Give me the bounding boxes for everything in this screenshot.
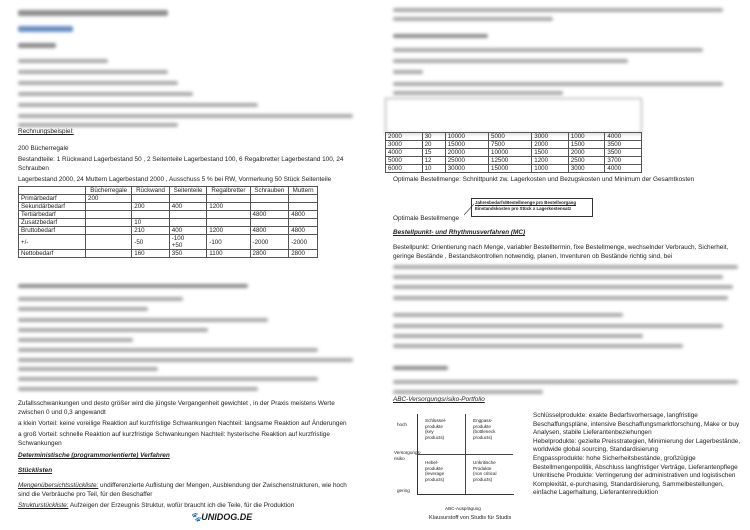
table-cell: 3000 <box>386 141 423 149</box>
table-cell <box>250 195 289 203</box>
beispiel-title: Rechnungsbeispiel: <box>18 128 74 135</box>
table-cell: 1500 <box>568 141 605 149</box>
table-cell: 2000 <box>532 141 569 149</box>
table-cell: 4800 <box>250 227 289 235</box>
bestell-text: Bestellpunkt: Orientierung nach Menge, variabler Bestelltermin, fixe Bestellmenge, wechselnder Verbrauch, Sicherheit, geringe Bestände , Bestandskontrollen notwendig, planen, Inventuren ob Bestände richtig sind, bei <box>393 244 729 260</box>
table-cell: Sekundärbedarf <box>19 203 86 211</box>
para-regale: 200 Bücherregale <box>18 145 69 152</box>
watermark-logo <box>190 512 252 523</box>
table-cell: 400 <box>169 227 207 235</box>
table-cell: 4000 <box>605 165 642 173</box>
table-row <box>386 141 642 149</box>
bedarf-table <box>18 186 318 258</box>
table-cell <box>207 211 250 219</box>
table-cell <box>86 227 132 235</box>
table-cell: 2800 <box>289 250 318 258</box>
table-cell: 3500 <box>605 141 642 149</box>
matrix-gering: gering <box>397 488 410 493</box>
table-cell <box>207 219 250 227</box>
para-a-gross: a groß Vorteil: schnelle Reaktion auf kurzfristige Schwankungen Nachteil: hysterische Reaktion auf kurzfristige Schwankungen <box>18 431 330 447</box>
table-cell: 1200 <box>532 157 569 165</box>
para-struktur <box>18 502 294 511</box>
para-bestandteile: Bestandteile: 1 Rückwand Lagerbestand 50 , 2 Seitenteile Lagerbestand 100, 6 Regalbretter Lagerbestand 100, 24 Schrauben <box>18 156 344 172</box>
table-cell: 160 <box>132 250 170 258</box>
table-cell: 15 <box>422 149 445 157</box>
table-cell <box>289 195 318 203</box>
table-cell: Tertiärbedarf <box>19 211 86 219</box>
quadrant-bottleneck-products: Engpass- produkte (bottleneck products) <box>473 418 496 440</box>
table-cell: 1000 <box>568 133 605 141</box>
table-row <box>386 133 642 141</box>
para-zufall: Zufallsschwankungen und desto größer wird die jüngste Vergangenheit gewichtet , in der Praxis meistens Werte zwischen 0 und 0,3 angewandt <box>18 400 335 416</box>
bestell-title: Bestellpunkt- und Rhythmusverfahren (MC) <box>393 229 526 236</box>
struktur-label: Strukturstückliste: <box>18 502 69 509</box>
desc-schluessel: Schlüsselprodukte: exakte Bedarfsvorhersage, langfristige Beschaffungspläne, intensive Beschaffungsmarktforschung, Make or buy Analysen, stabile Lieferantenbeziehungen <box>533 412 740 437</box>
table-cell <box>86 211 132 219</box>
table-cell <box>289 203 318 211</box>
table-cell: 4800 <box>250 211 289 219</box>
table-cell <box>86 235 132 250</box>
table-cell: 2000 <box>568 149 605 157</box>
table-cell: 7500 <box>489 141 532 149</box>
abc-description <box>533 412 741 498</box>
table-cell: 2000 <box>386 133 423 141</box>
table-cell <box>207 195 250 203</box>
table-cell: 5000 <box>489 133 532 141</box>
matrix-x-label: ABC-Ausprägung <box>445 506 481 511</box>
stuecklisten-title: Stücklisten <box>18 467 53 474</box>
table-cell: 25000 <box>445 157 488 165</box>
table-cell: 3700 <box>605 157 642 165</box>
table-cell: Nettobedarf <box>19 250 86 258</box>
table-cell: 4800 <box>289 211 318 219</box>
table-cell: -2000 <box>250 235 289 250</box>
matrix-y-label: Versorgungs- risiko <box>394 450 422 461</box>
table-cell <box>250 203 289 211</box>
opt-caption: Optimale Bestellmenge: Schnittpunkt zw. Lagerkosten und Bezugskosten und Minimum der Gesamtkosten <box>393 176 695 183</box>
table-cell <box>132 195 170 203</box>
right-page <box>375 0 750 530</box>
quadrant-non-critical-products: Unkritische Produkte (non critical products) <box>473 460 497 482</box>
table-cell: 20 <box>422 141 445 149</box>
matrix-hoch: hoch <box>397 422 407 427</box>
table-header: Rückwand <box>132 187 170 195</box>
table-cell: 3500 <box>605 149 642 157</box>
table-cell: 4000 <box>386 149 423 157</box>
table-cell <box>169 211 207 219</box>
abc-portfolio-matrix <box>393 412 533 526</box>
mengen-text: undifferenzierte Auflistung der Mengen, Ausblendung der Zwischenstrukturen, wie hoch sind die Verbräuche pro Teil, für den Beschaffer <box>18 482 347 498</box>
table-header: Bücherregale <box>86 187 132 195</box>
deterministisch-title: Deterministische (programmorientierte) Verfahren <box>18 452 170 459</box>
opt-label: Optimale Bestellmenge <box>393 215 460 222</box>
table-cell: 1200 <box>207 203 250 211</box>
table-cell: 2800 <box>250 250 289 258</box>
table-row <box>19 211 318 219</box>
table-cell <box>86 250 132 258</box>
quadrant-leverage-products: Hebel- produkte (leverage products) <box>425 460 445 482</box>
table-cell: Zusatzbedarf <box>19 219 86 227</box>
blurred-table-head <box>385 98 642 134</box>
formula-box <box>471 198 593 217</box>
table-cell: 210 <box>132 227 170 235</box>
table-cell: 10 <box>422 165 445 173</box>
table-cell <box>169 219 207 227</box>
table-cell: 400 <box>169 203 207 211</box>
table-cell: 1100 <box>207 250 250 258</box>
table-cell: 3000 <box>532 133 569 141</box>
table-cell <box>250 219 289 227</box>
table-cell: 200 <box>132 203 170 211</box>
table-cell: Primärbedarf <box>19 195 86 203</box>
formula-line-2: Einstandskosten pro Stück x Lagerkostensatz <box>475 206 572 211</box>
table-cell: 2500 <box>568 157 605 165</box>
table-cell <box>132 211 170 219</box>
table-cell: 10 <box>132 219 170 227</box>
struktur-text: Aufzeigen der Erzeugnis Struktur, wofür braucht ich die Teile, für die Produktion <box>68 502 295 509</box>
table-cell: 10000 <box>489 149 532 157</box>
watermark-text: UNIDOG.DE <box>201 512 253 522</box>
matrix-divider-h <box>417 454 513 455</box>
table-cell: -50 <box>132 235 170 250</box>
desc-hebel: Hebelprodukte: gezielte Preisstrategien, Minimierung der Lagerbestände, worldwide global sourcing, Standardisierung <box>533 437 741 454</box>
para-a-klein: a klein Vorteil: keine voreilige Reaktion auf kurzfristige Schwankungen Nachteil: langsame Reaktion auf Änderungen <box>18 420 347 427</box>
table-row <box>19 227 318 235</box>
table-cell: 1200 <box>207 227 250 235</box>
matrix-footer: Klausurstoff von Studis für Studis <box>429 515 512 521</box>
table-header: Seitenteile <box>169 187 207 195</box>
table-cell: 350 <box>169 250 207 258</box>
table-header: Regalbretter <box>207 187 250 195</box>
formula-line-1: Jahresbedarfs/Bestellmenge pro Bestellvorgang <box>475 200 577 205</box>
table-header: Muttern <box>289 187 318 195</box>
table-cell: 30 <box>422 133 445 141</box>
kosten-table <box>385 132 642 173</box>
table-row <box>19 250 318 258</box>
table-cell: 1500 <box>532 149 569 157</box>
table-cell: 1000 <box>532 165 569 173</box>
table-row <box>386 157 642 165</box>
table-cell: 5000 <box>386 157 423 165</box>
table-cell: Bruttobedarf <box>19 227 86 235</box>
table-row <box>19 203 318 211</box>
table-cell: 12500 <box>489 157 532 165</box>
table-cell: 20000 <box>445 149 488 157</box>
table-row <box>19 195 318 203</box>
table-header-row <box>19 187 318 195</box>
table-row <box>386 165 642 173</box>
table-cell: 10000 <box>445 133 488 141</box>
table-row <box>386 149 642 157</box>
dog-icon: 🐾 <box>190 512 202 522</box>
table-header: Schrauben <box>250 187 289 195</box>
desc-unkritisch: Unkritische Produkte: Verringerung der administrativen und logistischen Komplexität, e-purchasing, Standardisierung, Sammelbestellungen, einfache Lagerhaltung, Lieferantenreduktion <box>533 472 736 497</box>
mengen-label: Mengenübersichtsstückliste: <box>18 482 99 489</box>
table-row <box>19 235 318 250</box>
table-cell: 15000 <box>445 141 488 149</box>
table-cell: 3000 <box>568 165 605 173</box>
table-row <box>19 219 318 227</box>
table-cell: -2000 <box>289 235 318 250</box>
table-cell: +/- <box>19 235 86 250</box>
desc-engpass: Engpassprodukte: hohe Sicherheitsbestände, großzügige Bestellmengenpolitik, Abschluss langfristiger Verträge, Lieferantenpflege <box>533 454 738 471</box>
para-lagerbestand: Lagerbestand 2000, 24 Muttern Lagerbestand 2000 , Ausschuss 5 % bei RW, Vormerkung 50 Stück Seitenteile <box>18 176 332 183</box>
table-cell: 30000 <box>445 165 488 173</box>
table-cell <box>86 203 132 211</box>
table-cell: 12 <box>422 157 445 165</box>
table-cell: 4800 <box>289 227 318 235</box>
table-header <box>19 187 86 195</box>
para-mengen <box>18 482 358 499</box>
table-cell: 6000 <box>386 165 423 173</box>
table-cell: 4000 <box>605 133 642 141</box>
table-cell <box>169 195 207 203</box>
table-cell: 200 <box>86 195 132 203</box>
table-cell <box>86 219 132 227</box>
table-cell <box>289 219 318 227</box>
arrow-icon <box>463 203 475 217</box>
table-cell: 15000 <box>489 165 532 173</box>
table-cell: -100 +50 <box>169 235 207 250</box>
quadrant-key-products: Schlüssel- produkte (key products) <box>425 418 447 440</box>
abc-title: ABC-Versorgungsrisiko-Portfolio <box>393 396 485 403</box>
table-cell: -100 <box>207 235 250 250</box>
